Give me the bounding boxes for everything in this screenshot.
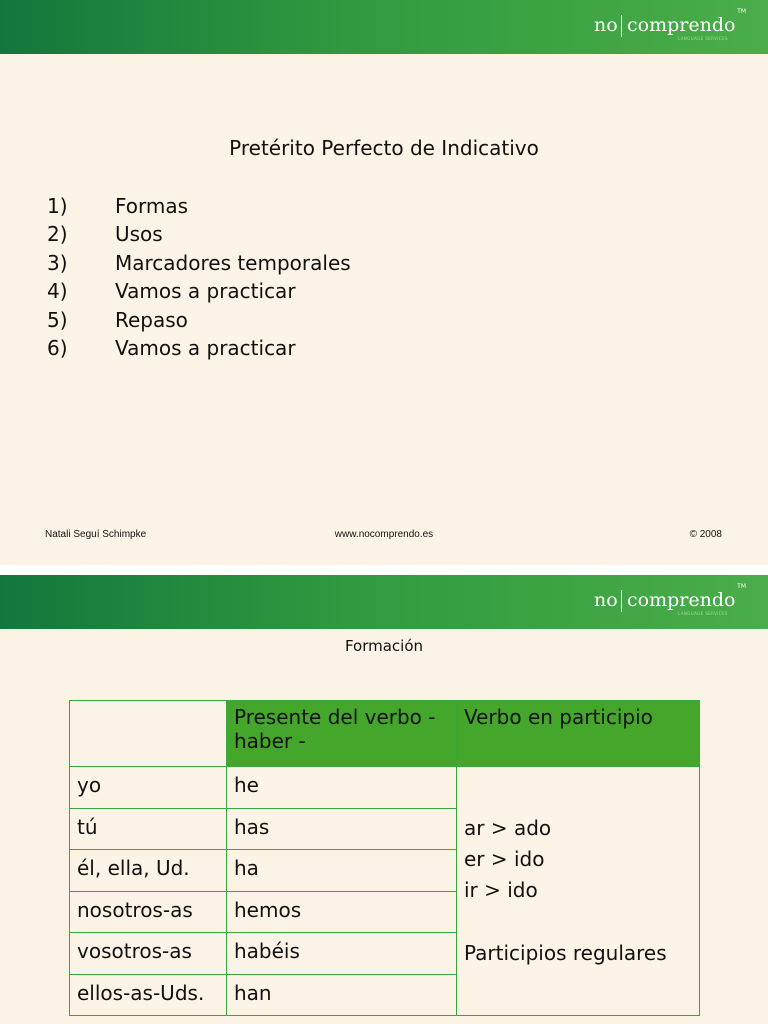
person-cell: tú	[70, 808, 227, 850]
logo-comprendo: comprendo	[627, 14, 736, 36]
slide-title: Formación	[344, 637, 424, 655]
person-cell: él, ella, Ud.	[70, 850, 227, 892]
toc-item	[47, 278, 351, 306]
conjugation-table	[69, 700, 700, 1016]
toc-item	[47, 250, 351, 278]
slide-separator	[0, 565, 768, 575]
footer-url: www.nocomprendo.es	[334, 529, 434, 540]
participle-rules-cell	[457, 767, 700, 1016]
person-cell: ellos-as-Uds.	[70, 974, 227, 1016]
footer-author: Natali Seguí Schimpke	[45, 529, 147, 540]
header-cell-haber: Presente del verbo - haber -	[227, 701, 457, 767]
toc-number: 5)	[47, 307, 68, 332]
logo-divider	[621, 590, 622, 612]
toc-label: Usos	[115, 222, 163, 247]
nocomprendo-logo	[594, 581, 744, 621]
toc-item	[47, 221, 351, 249]
logo-no: no	[594, 589, 618, 611]
slide-formacion	[0, 575, 768, 1024]
toc-label: Repaso	[115, 307, 188, 332]
header-banner	[0, 575, 768, 629]
participle-rule: er > ido	[464, 847, 545, 871]
person-cell: yo	[70, 767, 227, 809]
toc-item	[47, 193, 351, 221]
toc-label: Marcadores temporales	[115, 250, 351, 275]
toc-number: 4)	[47, 279, 68, 304]
haber-cell: hemos	[227, 891, 457, 933]
header-banner	[0, 0, 768, 54]
logo-tagline: LANGUAGE SERVICES	[678, 611, 728, 616]
toc-number: 3)	[47, 250, 68, 275]
toc-number: 2)	[47, 222, 68, 247]
logo-comprendo: comprendo	[627, 589, 736, 611]
haber-cell: habéis	[227, 933, 457, 975]
haber-cell: he	[227, 767, 457, 809]
participle-note: Participios regulares	[464, 941, 667, 965]
logo-trademark: TM	[737, 583, 746, 590]
rule-spacer	[464, 906, 692, 938]
haber-cell: han	[227, 974, 457, 1016]
table-of-contents	[47, 193, 351, 363]
haber-cell: ha	[227, 850, 457, 892]
logo-no: no	[594, 14, 618, 36]
haber-cell: has	[227, 808, 457, 850]
header-cell-empty	[70, 701, 227, 767]
slide-title: Pretérito Perfecto de Indicativo	[229, 136, 539, 160]
logo-tagline: LANGUAGE SERVICES	[678, 36, 728, 41]
toc-item	[47, 335, 351, 363]
header-cell-participio: Verbo en participio	[457, 701, 700, 767]
toc-number: 1)	[47, 194, 68, 218]
nocomprendo-logo	[594, 6, 744, 46]
person-cell: nosotros-as	[70, 891, 227, 933]
toc-label: Vamos a practicar	[115, 279, 296, 304]
toc-number: 6)	[47, 335, 68, 360]
participle-rule: ir > ido	[464, 878, 538, 902]
table-header-row	[70, 701, 700, 767]
person-cell: vosotros-as	[70, 933, 227, 975]
participle-rule: ar > ado	[464, 816, 552, 840]
toc-label: Formas	[115, 194, 189, 218]
toc-item	[47, 307, 351, 335]
table-row	[70, 767, 700, 809]
toc-label: Vamos a practicar	[115, 335, 296, 360]
footer-copyright: © 2008	[689, 529, 722, 540]
logo-divider	[621, 15, 622, 37]
logo-trademark: TM	[737, 8, 746, 15]
